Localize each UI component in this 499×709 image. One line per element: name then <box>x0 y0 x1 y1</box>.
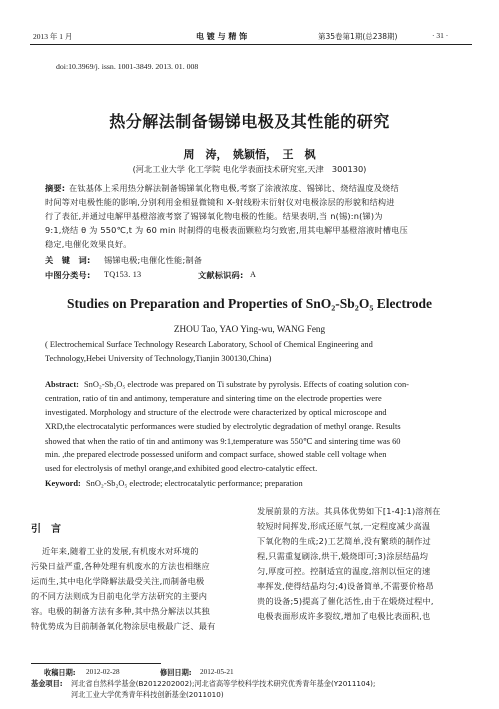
journal-name: 电 镀 与 精 饰 <box>196 32 248 41</box>
intro-right-line: 程,只需重复刷涂,烘干,煅烧即可;3)涂层结晶均 <box>257 551 429 561</box>
intro-right-line: 发展前景的方法。其具体优势如下[1-4]:1)溶剂在 <box>257 506 441 516</box>
abstract-en-line: used for electrolysis of methyl orange,and exhibited good electro-catalytic effect. <box>45 464 318 473</box>
keywords-cn: 锡锑电极;电催化性能;制备 <box>104 255 203 265</box>
intro-left-line: 容。电极的制备方法有多种,其中热分解法以其独 <box>31 606 210 616</box>
volume-info: 第35卷第1期(总238期) <box>318 32 398 41</box>
abstract-cn-line: 时间等对电极性能的影响,分别利用金相显微镜和 X-射线粉末衍射仪对电极涂层的形貌和结构进 <box>45 197 395 207</box>
intro-left-line: 的不同方法则成为目前电化学方法研究的主要内 <box>31 591 208 601</box>
abstract-cn-line: 在钛基体上采用热分解法制备锡锑氧化物电极,考察了涂液浓度、锡锑比、烧结温度及烧结 <box>69 183 399 193</box>
keywords-cn-label: 关 键 词: <box>45 255 91 265</box>
affiliation-cn: (河北工业大学 化工学院 电化学表面技术研究室,天津 300130) <box>132 164 367 174</box>
fund-line: 河北省自然科学基金(B2012202002);河北省高等学校科学技术研究优秀青年基金(Y2011104); <box>71 679 376 688</box>
intro-heading: 引 言 <box>31 524 61 535</box>
affiliation-en-line: Technology,Hebei University of Technology,Tianjin 300130,China) <box>45 354 272 363</box>
abstract-en-label: Abstract: <box>45 380 79 389</box>
class-cn-value: TQ153. 13 <box>104 270 142 279</box>
keywords-en-label: Keyword: <box>45 479 81 488</box>
intro-left-line: 污染日益严重,各种处理有机废水的方法也相继应 <box>31 561 210 571</box>
abstract-en-line: min. ,the prepared electrode possessed uniform and compact surface, showed stable cell voltage when <box>45 450 387 459</box>
class-cn-label: 中图分类号: <box>45 270 91 280</box>
doc-code-label: 文献标识码: <box>198 270 244 280</box>
intro-left-line: 特优势成为目前制备氧化物涂层电极最广泛、最有 <box>31 621 216 631</box>
intro-right-line: 贵的设备;5)提高了催化活性,由于在煅烧过程中, <box>257 596 434 606</box>
abstract-en-line: XRD,the electrocatalytic performances were studied by electrolytic degradation of methyl orange. Results <box>45 422 401 431</box>
title-cn: 热分解法制备锡锑电极及其性能的研究 <box>109 112 390 131</box>
abstract-cn-line: 稳定,电催化效果良好。 <box>45 239 132 249</box>
affiliation-en-line: ( Electrochemical Surface Technology Research Laboratory, School of Chemical Engineering and <box>45 340 373 349</box>
abstract-en-line: showed that when the ratio of tin and antimony was 9:1,temperature was 550℃ and sintering time was 60 <box>45 437 401 446</box>
intro-left-line: 运而生,其中电化学降解法最受关注,而制备电极 <box>31 576 205 586</box>
doc-code-value: A <box>250 270 257 279</box>
revised-date: 2012-05-21 <box>200 668 234 676</box>
intro-right-line: 电极表面形成许多裂纹,增加了电极比表面积,也 <box>257 611 431 621</box>
footnote-rule <box>31 663 161 664</box>
abstract-cn-line: 9:1,烧结 θ 为 550℃,t 为 60 min 时制得的电极表面颗粒均匀致密,用其电解甲基橙溶液时槽电压 <box>45 225 408 235</box>
intro-left-line: 近年来,随着工业的发展,有机废水对环境的 <box>42 546 199 556</box>
revised-label: 修回日期: <box>160 668 192 677</box>
page-number: · 31 · <box>432 31 449 40</box>
authors-en: ZHOU Tao, YAO Ying-wu, WANG Feng <box>173 324 326 334</box>
title-en: Studies on Preparation and Properties of SnO₂-Sb₂O₅ Electrode <box>66 296 433 311</box>
intro-right-line: 较短时间挥发,形成还原气氛,一定程度减少高温 <box>257 521 431 531</box>
doi: doi:10.3969/j. issn. 1001-3849. 2013. 01. 008 <box>56 62 199 71</box>
abstract-cn-line: 行了表征,并通过电解甲基橙溶液考察了锡锑氧化物电极的性能。结果表明,当 n(锡):n(锑)为 <box>45 211 383 221</box>
intro-right-line: 率挥发,使得结晶均匀;4)设备简单,不需要价格昂 <box>257 581 434 591</box>
abstract-cn-label: 摘要: <box>45 183 66 193</box>
abstract-en-line: centration, ratio of tin and antimony, temperature and sintering time on the electrode properties were <box>45 394 382 403</box>
abstract-en-line: investigated. Morphology and structure of the electrode were characterized by optical microscope and <box>45 408 387 417</box>
intro-right-line: 下氧化物的生成;2)工艺简单,没有繁琐的制作过 <box>257 536 431 546</box>
fund-label: 基金项目: <box>31 679 63 688</box>
received-label: 收稿日期: <box>44 668 76 677</box>
intro-right-line: 匀,厚度可控。控制适宜的温度,溶剂以恒定的速 <box>257 566 431 576</box>
keywords-en: SnO₂-Sb₂O₅ electrode; electrocatalytic performance; preparation <box>86 479 303 488</box>
abstract-en-line: SnO₂-Sb₂O₅ electrode was prepared on Ti substrate by pyrolysis. Effects of coating solution con- <box>84 380 409 389</box>
received-date: 2012-02-28 <box>86 668 120 676</box>
authors-cn: 周 涛， 姚颖悟， 王 枫 <box>183 148 316 161</box>
issue-date: 2013 年 1 月 <box>33 32 73 41</box>
fund-line: 河北工业大学优秀青年科技创新基金(2011010) <box>71 690 224 699</box>
header-rule <box>30 44 472 45</box>
